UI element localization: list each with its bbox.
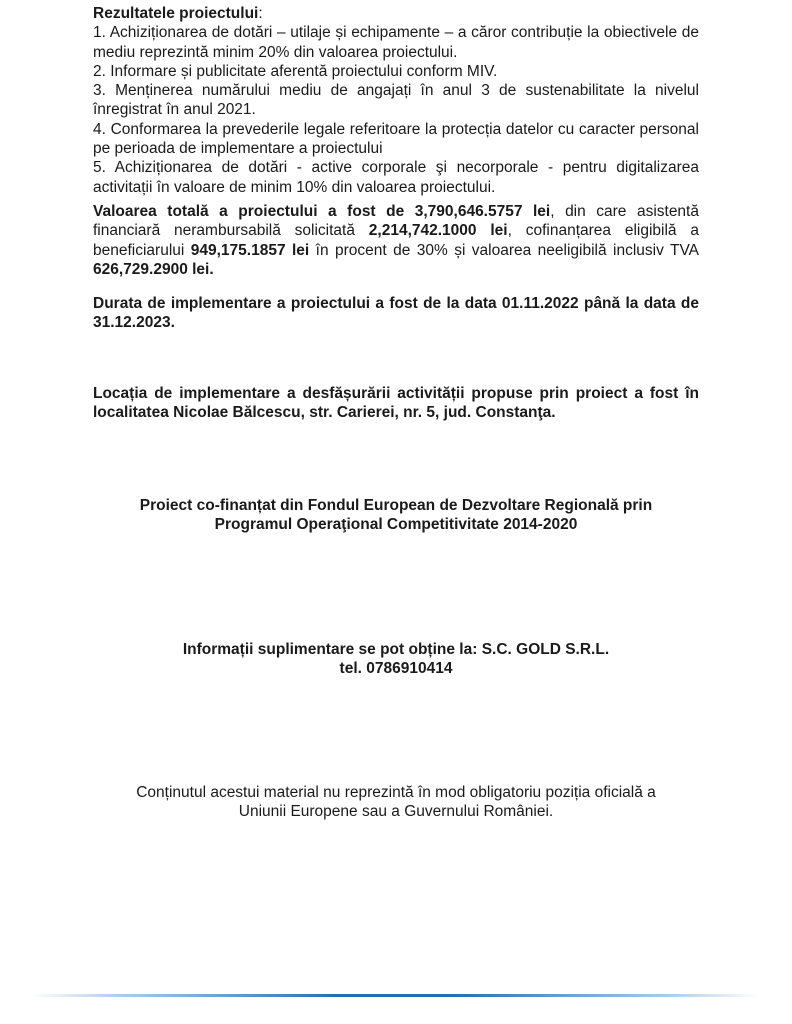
vat-amount: 626,729.2900 lei.: [93, 260, 214, 278]
contact-info: [93, 640, 699, 679]
value-text-2: , cofinanțarea eligibilă a beneficiarului: [93, 222, 699, 259]
result-item-1: 1. Achiziționarea de dotări – utilaje și echipamente – a căror contribuție la obiectivele de mediu reprezintă minim 20% din valoarea proiectului.: [93, 24, 699, 61]
disclaimer-line-1: Conținutul acestui material nu reprezintă în mod obligatoriu poziția oficială a: [136, 784, 656, 801]
cofinance-statement: [93, 496, 699, 535]
duration-paragraph: Durata de implementare a proiectului a fost de la data 01.11.2022 până la data de 31.12.2023.: [93, 295, 699, 332]
value-text-3: în procent de 30% și valoarea neeligibilă inclusiv TVA: [309, 241, 699, 259]
results-heading-text: Rezultatele proiectului: [93, 5, 259, 22]
total-value-paragraph: [93, 202, 699, 279]
footer-accent-line: [30, 994, 760, 997]
contact-phone: tel. 0786910414: [339, 660, 453, 678]
results-heading: [93, 4, 699, 23]
disclaimer: [93, 783, 699, 822]
result-item-2: 2. Informare și publicitate aferentă proiectului conform MIV.: [93, 62, 498, 80]
cofinance-line-1: Proiect co-finanțat din Fondul European de Dezvoltare Regională prin: [139, 497, 653, 514]
result-item-5: 5. Achiziționarea de dotări - active corporale şi necorporale - pentru digitalizarea activitații în valoare de minim 10% din valoarea proiectului.: [93, 159, 699, 196]
results-heading-colon: :: [258, 5, 263, 22]
disclaimer-line-2: Uniunii Europene sau a Guvernului României.: [238, 803, 554, 821]
contact-line-1: Informații suplimentare se pot obține la: S.C. GOLD S.R.L.: [182, 641, 610, 658]
results-section: [93, 4, 699, 197]
grant-amount: 2,214,742.1000 lei: [368, 222, 508, 240]
total-value-amount: Valoarea totală a proiectului a fost de 3,790,646.5757 lei: [93, 203, 551, 220]
result-item-3: 3. Menținerea numărului mediu de angajați în anul 3 de sustenabilitate la nivelul înregistrat în anul 2021.: [93, 82, 699, 119]
result-item-4: 4. Conformarea la prevederile legale referitoare la protecția datelor cu caracter personal pe perioada de implementare a proiectului: [93, 120, 699, 158]
location-paragraph: Locația de implementare a desfășurării activității propuse prin proiect a fost în localitatea Nicolae Bălcescu, str. Carierei, nr. 5, jud. Constanţa.: [93, 385, 699, 422]
value-text-1: , din care asistentă financiară nerambursabilă solicitată: [93, 203, 699, 240]
cofinance-line-2: Programul Operaţional Competitivitate 2014-2020: [214, 516, 578, 534]
beneficiary-amount: 949,175.1857 lei: [190, 241, 310, 259]
